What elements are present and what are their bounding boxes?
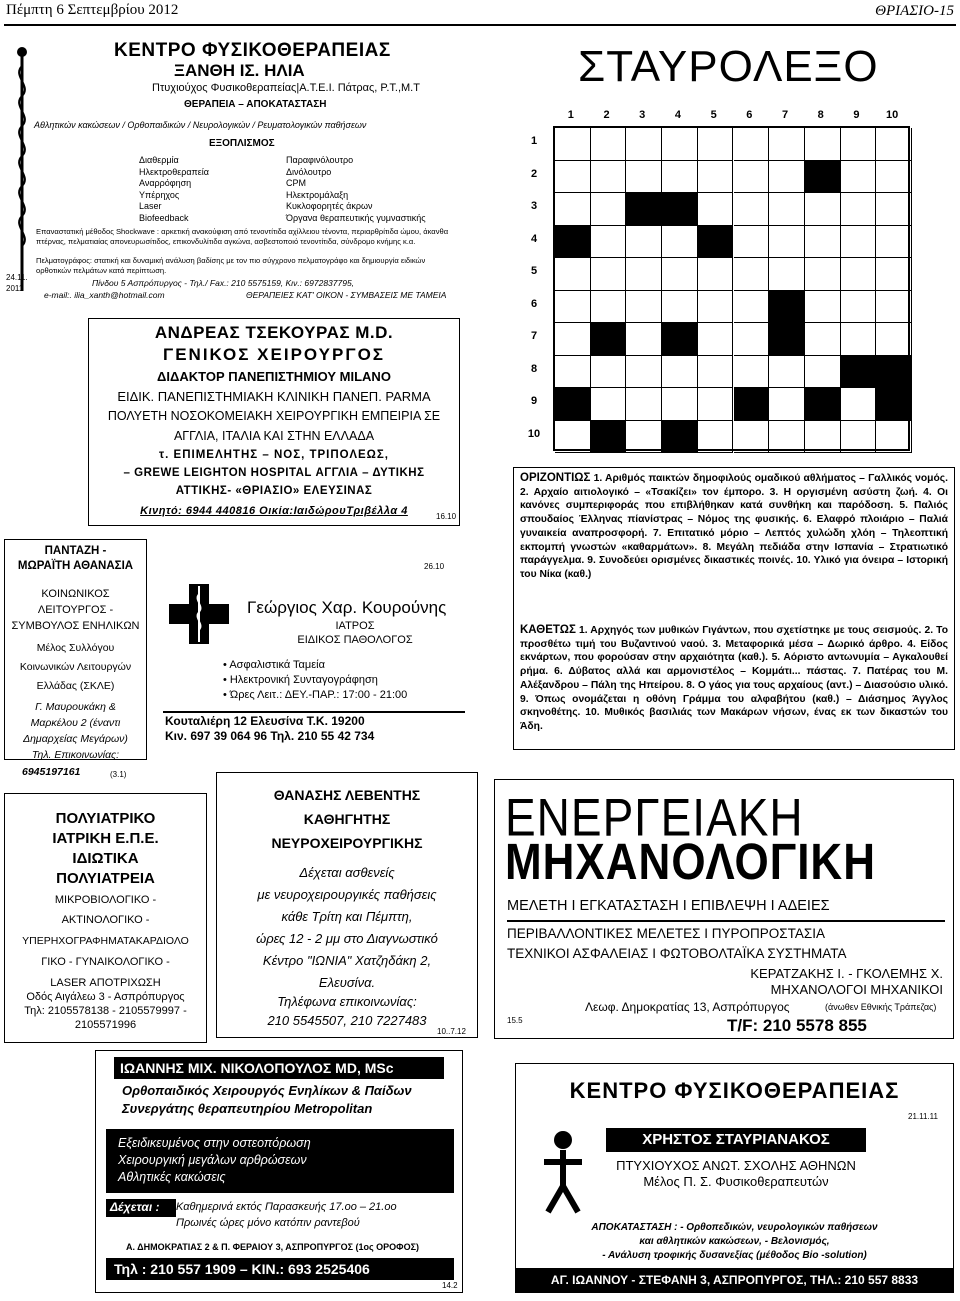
ad-nikolopoulos-specialty: Ορθοπαιδικός Χειρουργός Ενηλίκων & Παίδων xyxy=(122,1083,412,1098)
ad-kourounis-date: 26.10 xyxy=(424,562,445,571)
crossword-black-cell xyxy=(805,161,841,194)
crossword-cell[interactable] xyxy=(876,193,912,226)
ad-tsekouras-name: ΑΝΔΡΕΑΣ ΤΣΕΚΟΥΡΑΣ M.D. xyxy=(154,323,394,342)
crossword-cell[interactable] xyxy=(591,258,627,291)
crossword-cell[interactable] xyxy=(805,421,841,454)
ad-ilia-physio xyxy=(4,38,462,303)
ad-kourounis-phone: Κιν. 697 39 064 96 Τηλ. 210 55 42 734 xyxy=(165,729,375,743)
ad-leventis-title: ΝΕΥΡΟΧΕΙΡΟΥΡΓΙΚΗΣ xyxy=(271,835,423,851)
benefit-item: • Ηλεκτρονική Συνταγογράφηση xyxy=(223,674,378,686)
ad-leventis-text: Τηλέφωνα επικοινωνίας: xyxy=(277,994,417,1009)
crossword-row-number: 6 xyxy=(530,297,538,310)
crossword-cell[interactable] xyxy=(805,193,841,226)
crossword-cell[interactable] xyxy=(769,356,805,389)
ad-stavrianakos-name: ΧΡΗΣΤΟΣ ΣΤΑΥΡΙΑΝΑΚΟΣ xyxy=(606,1128,866,1152)
crossword-cell[interactable] xyxy=(591,291,627,324)
ad-ilia-pelmatografos: Πελματογράφος: στατική και δυναμική ανάλυση βαδίσης με τον πιο σύγχρονο πελματογράφο και δημιουργία ειδικών ορθοτικών πελμάτων κατά περίπτωση. xyxy=(36,256,426,275)
crossword-cell[interactable] xyxy=(698,291,734,324)
crossword-cell[interactable] xyxy=(734,161,770,194)
ad-polyiatreio-service: LASER ΑΠΟΤΡΙΧΩΣΗ xyxy=(50,977,161,989)
ad-energeiaki-services: ΠΕΡΙΒΑΛΛΟΝΤΙΚΕΣ ΜΕΛΕΤΕΣ Ι ΠΥΡΟΠΡΟΣΤΑΣΙΑ xyxy=(507,926,825,941)
equipment-item: CPM xyxy=(286,178,306,188)
ad-kourounis-address: Κουταλιέρη 12 Ελευσίνα Τ.Κ. 19200 xyxy=(165,714,365,728)
ad-stavrianakos-desc: και αθλητικών κακώσεων, - Βελονισμός, xyxy=(639,1236,830,1247)
crossword-cell[interactable] xyxy=(555,421,591,454)
ad-ilia-date: 24.11. 2011 xyxy=(6,273,28,293)
crossword-cell[interactable] xyxy=(662,291,698,324)
ad-polyiatreio-heading: ΙΔΙΩΤΙΚΑ xyxy=(72,850,139,867)
ad-kourounis-title: ΕΙΔΙΚΟΣ ΠΑΘΟΛΟΓΟΣ xyxy=(297,634,413,646)
crossword-cell[interactable] xyxy=(734,193,770,226)
ad-pantazi-role: ΚΟΙΝΩΝΙΚΟΣ xyxy=(41,588,110,600)
crossword-row-number: 3 xyxy=(530,200,538,213)
ad-polyiatreio-service: ΜΙΚΡΟΒΙΟΛΟΓΙΚΟ - xyxy=(54,894,157,906)
crossword-cell[interactable] xyxy=(662,388,698,421)
ad-nikolopoulos xyxy=(95,1050,463,1293)
ad-tsekouras-line: ΕΙΔΙΚ. ΠΑΝΕΠΙΣΤΗΜΙΑΚΗ ΚΛΙΝΙΚΗ ΠΑΝΕΠ. PARMA xyxy=(117,389,431,404)
crossword-cell[interactable] xyxy=(805,128,841,161)
ad-nikolopoulos-hours: Καθημερινά εκτός Παρασκευής 17.οο – 21.οο xyxy=(176,1201,397,1213)
equipment-item: Biofeedback xyxy=(139,212,189,223)
equipment-item: Διαθερμία xyxy=(139,155,179,165)
ad-stavrianakos-address: ΑΓ. ΙΩΑΝΝΟΥ - ΣΤΕΦΑΝΗ 3, ΑΣΠΡΟΠΥΡΓΟΣ, ΤΗΛ.: 210 557 8833 xyxy=(516,1268,953,1292)
crossword-cell[interactable] xyxy=(626,258,662,291)
crossword-cell[interactable] xyxy=(698,323,734,356)
crossword-row-number: 7 xyxy=(530,330,538,343)
crossword-cell[interactable] xyxy=(698,421,734,454)
ad-nikolopoulos-expertise xyxy=(106,1129,454,1193)
ad-energeiaki-date: 15.5 xyxy=(507,1016,523,1025)
ad-stavrianakos xyxy=(515,1063,954,1293)
header-page-number: ΘΡΙΑΣΙΟ-15 xyxy=(875,3,954,19)
equipment-item: Παραφινόλουτρο xyxy=(286,155,354,165)
crossword-cell[interactable] xyxy=(876,161,912,194)
ad-energeiaki-address: Λεωφ. Δημοκρατίας 13, Ασπρόπυργος xyxy=(585,1000,790,1014)
crossword-row-number: 1 xyxy=(530,135,538,148)
ad-leventis-name: ΘΑΝΑΣΗΣ ΛΕΒΕΝΤΗΣ xyxy=(273,787,421,803)
crossword-cell[interactable] xyxy=(734,323,770,356)
crossword-cell[interactable] xyxy=(662,258,698,291)
crossword-cell[interactable] xyxy=(841,258,877,291)
crossword-cell[interactable] xyxy=(555,128,591,161)
clues-down-text: 1. Αρχηγός των μυθικών Γιγάντων, που σχετίστηκε με τους σεισμούς. 2. Το προσθέτω τιμή του Βυζαντινού ναού. 3. Μεταφορικά μέσα – Δωρικό άρθρο. 4. Είδος εκνάρτων, που φορούσαν στην αρχαιότητα (καθ.). 5. Αόριστο αντωνυμία – Αγκαλουθεί ρήμα. 6. Δύβατος αλλά και αρμονιστέλος – Κομμάτι... πάστας. 7. Πατέρας του Μ. Αλέξανδρου – Πάλη της Ηπείρου. 8. Ο γάος για τους αρχαίους (αντ.) – Διασούσιο υλικό. 9. Όπως ονομάζεται η οθόνη Γράμμα του αλφαβήτου (καθ.) – Διάσημος Άγγλος σκηνοθέτης. 10. Μυθικός βασιλιάς των Μακάρων νήσων, ένας εκ των δικαστών του Άδη. xyxy=(520,625,948,732)
ad-stavrianakos-desc: - Ανάλυση τροφικής δυσανεξίας (μέθοδος Bio -solution) xyxy=(602,1250,867,1261)
divider xyxy=(163,711,465,713)
crossword-cell[interactable] xyxy=(626,161,662,194)
crossword-black-cell xyxy=(555,388,591,421)
ad-polyiatreio-service: ΑΚΤΙΝΟΛΟΓΙΚΟ - xyxy=(61,914,150,926)
ad-ilia-equipment-title: ΕΞΟΠΛΙΣΜΟΣ xyxy=(209,138,275,149)
ad-leventis xyxy=(216,772,478,1038)
crossword-cell[interactable] xyxy=(876,258,912,291)
ad-energeiaki-services: ΜΕΛΕΤΗ Ι ΕΓΚΑΤΑΣΤΑΣΗ Ι ΕΠΙΒΛΕΨΗ Ι ΑΔΕΙΕΣ xyxy=(507,898,830,914)
benefit-item: • Ώρες Λειτ.: ΔΕΥ.-ΠΑΡ.: 17:00 - 21:00 xyxy=(223,689,408,701)
crossword-black-cell xyxy=(841,356,877,389)
ad-ilia-shockwave: Επαναστατική μέθοδος Shockwave : αρκετική ανακούφιση από τενοντίτιδα αχίλλειου τένοντα, περιαρθρίτιδα ώμου, άκανθα πτέρνας, πελματιαίας απονευρωσίτιδος, επικονδυλίτιδα αγκώνα, ασβεστοποιό τενοντίτιδα, σύνδρομο κνήμης κ.α. xyxy=(36,227,449,246)
ad-energeiaki-phone: T/F: 210 5578 855 xyxy=(727,1016,867,1035)
ad-ilia-email: e-mail:. ilia_xanth@hotmail.com xyxy=(44,290,165,300)
crossword-cell[interactable] xyxy=(805,226,841,259)
caduceus-icon xyxy=(10,46,34,296)
ad-pantazi-address: Μαρκέλου 2 (έναντι xyxy=(30,717,121,729)
clues-across-label: ΟΡΙΖΟΝΤΙΩΣ xyxy=(520,472,591,484)
crossword-cell[interactable] xyxy=(626,323,662,356)
crossword-black-cell xyxy=(769,291,805,324)
ad-energeiaki xyxy=(494,779,954,1039)
header-rule xyxy=(4,24,956,26)
crossword-cell[interactable] xyxy=(841,323,877,356)
ad-ilia-title: ΚΕΝΤΡΟ ΦΥΣΙΚΟΘΕΡΑΠΕΙΑΣ xyxy=(114,40,391,61)
crossword-black-cell xyxy=(626,193,662,226)
ad-tsekouras-line: ΠΟΛΥΕΤΗ ΝΟΣΟΚΟΜΕΙΑΚΗ ΧΕΙΡΟΥΡΓΙΚΗ ΕΜΠΕΙΡΙΑ ΣΕ xyxy=(107,409,441,423)
crossword-row-number: 4 xyxy=(530,232,538,245)
crossword-black-cell xyxy=(591,323,627,356)
ad-nikolopoulos-date: 14.2 xyxy=(442,1281,458,1290)
crossword-column-number: 4 xyxy=(674,109,681,121)
crossword-cell[interactable] xyxy=(662,226,698,259)
crossword-cell[interactable] xyxy=(841,291,877,324)
crossword-black-cell xyxy=(876,388,912,421)
ad-kourounis-benefits xyxy=(223,658,407,703)
crossword-cell[interactable] xyxy=(698,193,734,226)
crossword-cell[interactable] xyxy=(805,291,841,324)
ad-pantazi-member: Μέλος Συλλόγου xyxy=(36,642,115,654)
ad-leventis-text: Ελευσίνα. xyxy=(318,975,376,990)
ad-leventis-date: 10..7.12 xyxy=(437,1027,466,1036)
crossword-cell[interactable] xyxy=(734,356,770,389)
ad-nikolopoulos-specialty: Συνεργάτης θεραπευτηρίου Metropolitan xyxy=(122,1101,373,1116)
crossword-cell[interactable] xyxy=(698,161,734,194)
crossword-row-number: 2 xyxy=(530,167,538,180)
crossword-cell[interactable] xyxy=(698,128,734,161)
crossword-cell[interactable] xyxy=(805,356,841,389)
crossword-cell[interactable] xyxy=(591,388,627,421)
crossword-cell[interactable] xyxy=(841,388,877,421)
crossword-cell[interactable] xyxy=(591,226,627,259)
crossword-cell[interactable] xyxy=(841,226,877,259)
crossword-cell[interactable] xyxy=(841,161,877,194)
crossword-cell[interactable] xyxy=(734,291,770,324)
ad-energeiaki-services: ΤΕΧΝΙΚΟΙ ΑΣΦΑΛΕΙΑΣ Ι ΦΩΤΟΒΟΛΤΑΪΚΑ ΣΥΣΤΗΜΑΤΑ xyxy=(507,946,847,961)
expertise-item: Εξειδικευμένος στην οστεοπόρωση xyxy=(118,1136,311,1150)
ad-pantazi-role: ΛΕΙΤΟΥΡΓΟΣ - xyxy=(37,604,114,616)
ad-pantazi-name: ΠΑΝΤΑΖΗ - xyxy=(44,545,107,557)
crossword-grid[interactable] xyxy=(553,126,910,451)
ad-ilia-equipment-right xyxy=(286,155,426,224)
ad-pantazi-address: Γ. Μαυρουκάκη & xyxy=(35,701,116,713)
crossword-cell[interactable] xyxy=(591,356,627,389)
crossword-black-cell xyxy=(662,323,698,356)
crossword-cell[interactable] xyxy=(626,388,662,421)
ad-nikolopoulos-name: ΙΩΑΝΝΗΣ ΜΙΧ. ΝΙΚΟΛΟΠΟΥΛΟΣ MD, MSc xyxy=(114,1057,444,1079)
crossword-column-number: 8 xyxy=(817,109,824,121)
crossword-cell[interactable] xyxy=(734,421,770,454)
equipment-item: Αναρρόφηση xyxy=(139,178,192,188)
ad-tsekouras-line: ΑΤΤΙΚΗΣ- «ΘΡΙΑΣΙΟ» ΕΛΕΥΣΙΝΑΣ xyxy=(175,485,373,497)
ad-tsekouras-title: ΓΕΝΙΚΟΣ ΧΕΙΡΟΥΡΓΟΣ xyxy=(162,345,385,364)
crossword-cell[interactable] xyxy=(626,421,662,454)
equipment-item: Κυκλοφορητές άκρων xyxy=(286,201,373,211)
ad-pantazi-member: Κοινωνικών Λειτουργών xyxy=(19,661,132,673)
expertise-item: Χειρουργική μεγάλων αρθρώσεων xyxy=(118,1153,307,1167)
crossword-cell[interactable] xyxy=(591,128,627,161)
crossword-black-cell xyxy=(876,356,912,389)
ad-energeiaki-names: ΜΗΧΑΝΟΛΟΓΟΙ ΜΗΧΑΝΙΚΟΙ xyxy=(770,982,943,997)
figure-icon xyxy=(530,1126,596,1216)
ad-stavrianakos-date: 21.11.11 xyxy=(908,1112,938,1121)
ad-energeiaki-names: ΚΕΡΑΤΖΑΚΗΣ Ι. - ΓΚΟΛΕΜΗΣ Χ. xyxy=(750,966,943,981)
ad-energeiaki-address-note: (άνωθεν Εθνικής Τράπεζας) xyxy=(825,1002,937,1012)
ad-pantazi-contact-label: Τηλ. Επικοινωνίας: xyxy=(31,749,120,761)
clues-down xyxy=(520,624,948,734)
ad-tsekouras-line: τ. ΕΠΙΜΕΛΗΤΗΣ – ΝΟΣ, ΤΡΙΠΟΛΕΩΣ, xyxy=(159,449,389,461)
crossword-cell[interactable] xyxy=(841,128,877,161)
crossword-cell[interactable] xyxy=(769,258,805,291)
medical-cross-icon xyxy=(169,584,229,644)
ad-ilia-home-visits: ΘΕΡΑΠΕΙΕΣ ΚΑΤ' ΟΙΚΟΝ - ΣΥΜΒΑΣΕΙΣ ΜΕ ΤΑΜΕΙΑ xyxy=(246,290,447,300)
clues-across xyxy=(520,472,948,582)
ad-kourounis-name: Γεώργιος Χαρ. Κουρούνης xyxy=(247,598,447,617)
ad-polyiatreio-address: Οδός Αιγάλεω 3 - Ασπρόπυργος xyxy=(26,991,185,1003)
crossword-cell[interactable] xyxy=(805,258,841,291)
ad-nikolopoulos-phone: Τηλ : 210 557 1909 – ΚΙΝ.: 693 2525406 xyxy=(106,1258,454,1280)
crossword-cell[interactable] xyxy=(805,323,841,356)
ad-ilia-name: ΞΑΝΘΗ ΙΣ. ΗΛΙΑ xyxy=(174,61,305,80)
crossword-cell[interactable] xyxy=(555,161,591,194)
ad-pantazi xyxy=(4,539,147,760)
ad-kourounis-title: ΙΑΤΡΟΣ xyxy=(335,620,375,632)
ad-leventis-title: ΚΑΘΗΓΗΤΗΣ xyxy=(303,811,391,827)
ad-leventis-text: Κέντρο "ΙΩΝΙΑ" Χατζηδάκη 2, xyxy=(262,953,432,968)
crossword-cell[interactable] xyxy=(769,128,805,161)
ad-tsekouras-phone: Κινητό: 6944 440816 Οικία:ΙαιδώρουΤριβέλλα 4 xyxy=(140,505,408,517)
crossword-clues xyxy=(513,467,955,750)
ad-leventis-text: ώρες 12 - 2 μμ στο Διαγνωστικό xyxy=(256,931,438,946)
crossword-black-cell xyxy=(698,226,734,259)
crossword-column-number: 1 xyxy=(567,109,574,121)
ad-pantazi-address: Δημαρχείας Μεγάρων) xyxy=(23,733,128,745)
crossword-cell[interactable] xyxy=(662,356,698,389)
ad-polyiatreio-heading: ΠΟΛΥΙΑΤΡΕΙΑ xyxy=(56,870,155,887)
divider xyxy=(507,920,945,922)
ad-ilia-section: ΘΕΡΑΠΕΙΑ – ΑΠΟΚΑΤΑΣΤΑΣΗ xyxy=(184,99,327,110)
crossword-cell[interactable] xyxy=(769,388,805,421)
ad-nikolopoulos-hours: Πρωινές ώρες μόνο κατόπιν ραντεβού xyxy=(176,1217,360,1229)
crossword-cell[interactable] xyxy=(876,323,912,356)
crossword-cell[interactable] xyxy=(555,258,591,291)
crossword-cell[interactable] xyxy=(769,226,805,259)
crossword-cell[interactable] xyxy=(591,161,627,194)
equipment-item: Όργανα θεραπευτικής γυμναστικής xyxy=(286,212,426,223)
crossword-cell[interactable] xyxy=(662,161,698,194)
crossword-row-number: 9 xyxy=(530,395,538,408)
ad-ilia-degree: Πτυχιούχος Φυσικοθεραπείας|Α.Τ.Ε.Ι. Πάτρας, Ρ.Τ.,Μ.Τ xyxy=(152,82,420,94)
equipment-item: Ηλεκτρομάλαξη xyxy=(286,189,349,200)
ad-polyiatreio xyxy=(4,793,207,1043)
ad-pantazi-name: ΜΩΡΑΪΤΗ ΑΘΑΝΑΣΙΑ xyxy=(17,560,134,572)
ad-leventis-text: κάθε Τρίτη και Πέμπτη, xyxy=(281,909,413,924)
ad-ilia-injuries: Αθλητικών κακώσεων / Ορθοπαιδικών / Νευρολογικών / Ρευματολογικών παθήσεων xyxy=(34,120,367,130)
crossword-row-number: 8 xyxy=(530,362,538,375)
crossword-black-cell xyxy=(662,193,698,226)
crossword-cell[interactable] xyxy=(626,226,662,259)
equipment-item: Laser xyxy=(139,201,162,211)
crossword-cell[interactable] xyxy=(769,421,805,454)
ad-tsekouras xyxy=(88,318,460,526)
crossword-column-number: 7 xyxy=(781,109,789,121)
ad-leventis-phone: 210 5545507, 210 7227483 xyxy=(267,1013,427,1028)
ad-polyiatreio-service: ΓΙΚΟ - ΓΥΝΑΙΚΟΛΟΓΙΚΟ - xyxy=(41,956,170,968)
ad-pantazi-member: Ελλάδας (ΣΚΛΕ) xyxy=(36,680,115,692)
ad-tsekouras-date: 16.10 xyxy=(436,512,457,521)
ad-energeiaki-title: ΕΝΕΡΓΕΙΑΚΗ xyxy=(505,787,804,847)
crossword-cell[interactable] xyxy=(555,356,591,389)
ad-ilia-equipment-left xyxy=(139,155,209,224)
crossword-cell[interactable] xyxy=(662,128,698,161)
crossword-cell[interactable] xyxy=(698,356,734,389)
clues-down-label: ΚΑΘΕΤΩΣ xyxy=(520,624,576,636)
ad-polyiatreio-phone: 2105571996 xyxy=(74,1019,137,1031)
ad-nikolopoulos-address: Α. ΔΗΜΟΚΡΑΤΙΑΣ 2 & Π. ΦΕΡΑΙΟΥ 3, ΑΣΠΡΟΠΥΡΓΟΣ (1ος ΟΡΟΦΟΣ) xyxy=(126,1242,419,1252)
ad-stavrianakos-degree: ΠΤΥΧΙΟΥΧΟΣ ΑΝΩΤ. ΣΧΟΛΗΣ ΑΘΗΝΩΝ xyxy=(616,1158,856,1173)
crossword-black-cell xyxy=(805,388,841,421)
crossword-cell[interactable] xyxy=(591,193,627,226)
ad-polyiatreio-heading: ΠΟΛΥΙΑΤΡΙΚΟ xyxy=(55,810,156,827)
benefit-item: • Ασφαλιστικά Ταμεία xyxy=(223,659,325,671)
ad-pantazi-phone: 6945197161 xyxy=(22,766,81,778)
crossword-cell[interactable] xyxy=(698,258,734,291)
crossword-row-number: 5 xyxy=(530,265,538,278)
crossword-column-number: 10 xyxy=(886,109,899,121)
ad-polyiatreio-heading: ΙΑΤΡΙΚΗ Ε.Π.Ε. xyxy=(52,830,159,847)
crossword-cell[interactable] xyxy=(626,291,662,324)
crossword-cell[interactable] xyxy=(555,323,591,356)
ad-tsekouras-line: ΔΙΔΑΚΤΟΡ ΠΑΝΕΠΙΣΤΗΜΙΟΥ MILANO xyxy=(157,369,391,384)
crossword-cell[interactable] xyxy=(734,128,770,161)
equipment-item: Υπέρηχος xyxy=(139,189,180,200)
ad-polyiatreio-phone: Τηλ: 2105578138 - 2105579997 - xyxy=(24,1005,187,1017)
ad-polyiatreio-service: ΥΠΕΡΗΧΟΓΡΑΦΗΜΑΤΑΚΑΡΔΙΟΛΟ xyxy=(22,935,189,947)
crossword-cell[interactable] xyxy=(555,193,591,226)
crossword-column-number: 9 xyxy=(853,109,860,121)
ad-stavrianakos-logo xyxy=(530,1126,596,1216)
ad-leventis-text: Δέχεται ασθενείς xyxy=(299,865,395,880)
ad-kourounis xyxy=(163,576,465,746)
crossword-cell[interactable] xyxy=(734,226,770,259)
expertise-item: Αθλητικές κακώσεις xyxy=(118,1170,226,1184)
clues-across-text: 1. Αριθμός παικτών δημοφιλούς ομαδικού αθλήματος – Γαλλικός νομός. 2. Αρχαίο αιτιολογικό – «Τσακίζει» τον έμπορο. 3. Η οργισμένη ασύστη ζωή. 4. Οι κανόνες συμπεριφοράς που επιβλήθηκαν κατά συνθήκη και παρόδοση. 5. Παλιός σπουδαίος Έλληνας πίανίστρας – Νόμος της φυσικής. 6. Ελαφρό πλοιάριο – Παλιά γυναικεία αναπροσφορή. 7. Επιτατικό μόριο – Λεπτός χυλώδη χλόη – Τηλεοπτική εκπομπή γνωστών «καθαρμάτων». 8. Μεγάλη πεδιάδα στην Ισπανία – Στρατιωτικό παράγγελμα. 9. Συνοδεύει ορισμένες δικαστικές ποινές. 10. Υλικό για όνειρα – Ιστορική του Νίκα (καθ.) xyxy=(520,473,948,580)
crossword-cell[interactable] xyxy=(876,128,912,161)
header-date: Πέμπτη 6 Σεπτεμβρίου 2012 xyxy=(6,2,179,18)
page-header xyxy=(0,0,960,24)
crossword-black-cell xyxy=(769,323,805,356)
ad-tsekouras-line: – GREWE LEIGHTON HOSPITAL ΑΓΓΛΙΑ – ΔΥΤΙΚΗΣ xyxy=(123,467,425,479)
ad-tsekouras-line: ΑΓΓΛΙΑ, ΙΤΑΛΙΑ ΚΑΙ ΣΤΗΝ ΕΛΛΑΔΑ xyxy=(173,429,375,443)
crossword-cell[interactable] xyxy=(698,388,734,421)
crossword-column-number: 6 xyxy=(746,109,753,121)
crossword-cell[interactable] xyxy=(841,193,877,226)
crossword-cell[interactable] xyxy=(841,421,877,454)
equipment-item: Δινόλουτρο xyxy=(286,166,332,177)
crossword-cell[interactable] xyxy=(626,128,662,161)
crossword-row-number: 10 xyxy=(527,427,541,440)
crossword-black-cell xyxy=(662,421,698,454)
crossword-black-cell xyxy=(591,421,627,454)
ad-stavrianakos-desc: ΑΠΟΚΑΤΑΣΤΑΣΗ : - Ορθοπεδικών, νευρολογικών παθήσεων xyxy=(591,1222,878,1233)
ad-nikolopoulos-receives: Δέχεται : xyxy=(106,1199,176,1217)
ad-stavrianakos-title: ΚΕΝΤΡΟ ΦΥΣΙΚΟΘΕΡΑΠΕΙΑΣ xyxy=(569,1078,900,1103)
crossword-black-cell xyxy=(555,226,591,259)
crossword-cell[interactable] xyxy=(555,291,591,324)
crossword-cell[interactable] xyxy=(626,356,662,389)
ad-stavrianakos-degree: Μέλος Π. Σ. Φυσικοθεραπευτών xyxy=(643,1174,829,1189)
crossword-cell[interactable] xyxy=(876,291,912,324)
crossword-cell[interactable] xyxy=(876,226,912,259)
crossword-cell[interactable] xyxy=(769,161,805,194)
equipment-item: Ηλεκτροθεραπεία xyxy=(139,166,209,177)
ad-leventis-text: με νευροχειρουργικές παθήσεις xyxy=(257,887,437,902)
crossword-title: ΣΤΑΥΡΟΛΕΞΟ xyxy=(578,42,879,91)
ad-pantazi-date: (3.1) xyxy=(110,770,127,779)
crossword-cell[interactable] xyxy=(769,193,805,226)
crossword-cell[interactable] xyxy=(876,421,912,454)
crossword-black-cell xyxy=(734,388,770,421)
crossword-column-number: 3 xyxy=(639,109,646,121)
ad-pantazi-role: ΣΥΜΒΟΥΛΟΣ ΕΝΗΛΙΚΩΝ xyxy=(11,620,140,632)
crossword-column-number: 2 xyxy=(603,109,610,121)
ad-energeiaki-title: ΜΗΧΑΝΟΛΟΓΙΚΗ xyxy=(505,834,876,891)
ad-ilia-contact: Πίνδου 5 Ασπρόπυργος - Τηλ./ Fax.: 210 5575159, Κιν.: 6972837795, xyxy=(92,278,355,288)
crossword-column-number: 5 xyxy=(710,109,717,121)
crossword-cell[interactable] xyxy=(734,258,770,291)
